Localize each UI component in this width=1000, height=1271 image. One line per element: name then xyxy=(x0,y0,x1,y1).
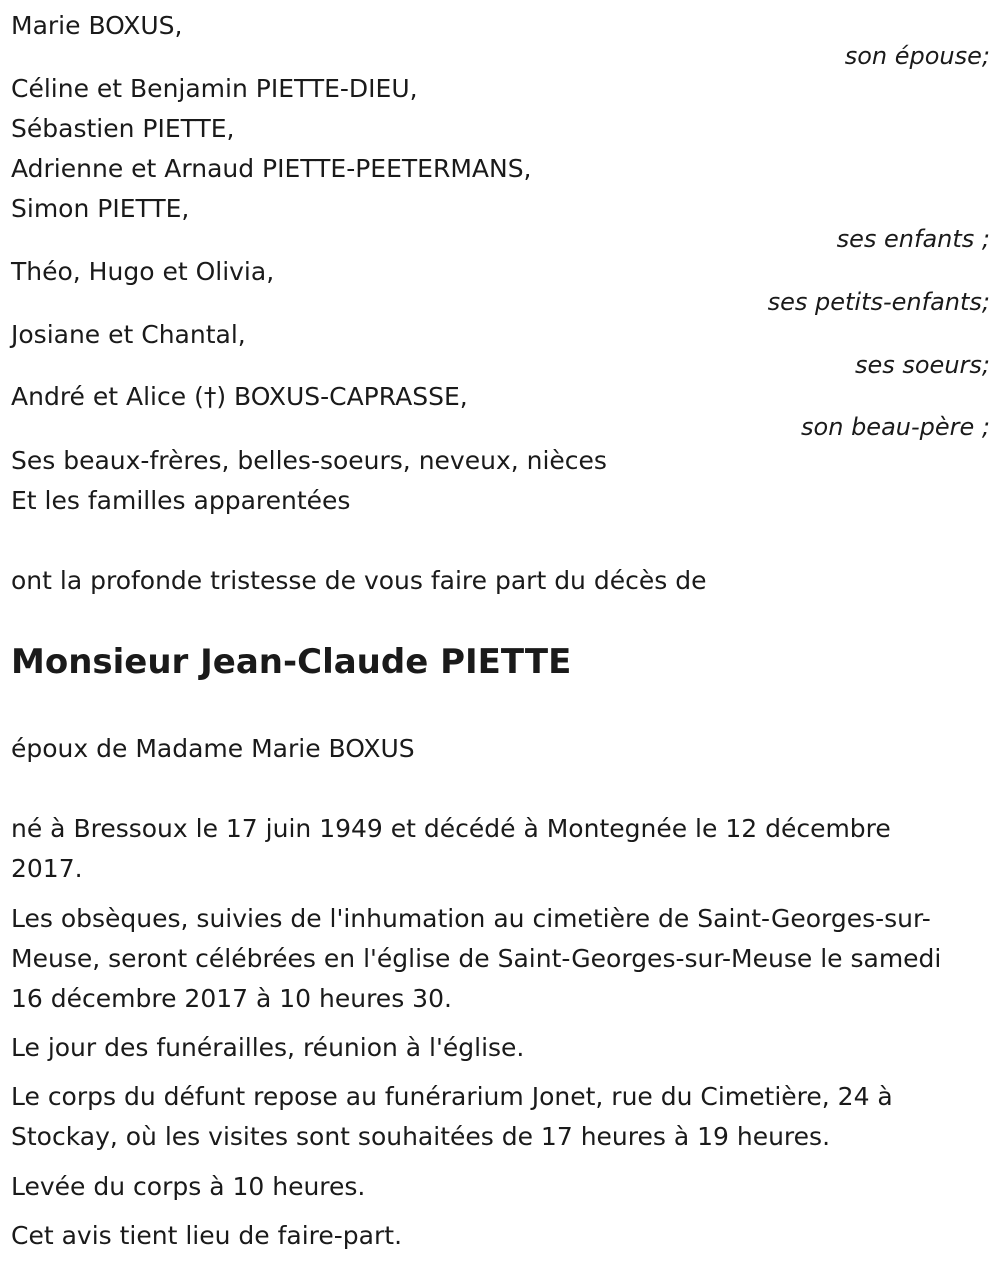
family-member-line: Et les familles apparentées xyxy=(11,486,351,515)
paragraph-meeting: Le jour des funérailles, réunion à l'église. xyxy=(11,1033,525,1062)
deceased-name: Monsieur Jean-Claude PIETTE xyxy=(11,642,572,682)
paragraph-notice: Cet avis tient lieu de faire-part. xyxy=(11,1221,403,1250)
family-member-line: Simon PIETTE, xyxy=(11,194,190,223)
family-member-line: Ses beaux-frères, belles-soeurs, neveux, nièces xyxy=(11,446,607,475)
family-group-children xyxy=(11,69,990,251)
family-group-father-in-law xyxy=(11,377,990,439)
paragraph-removal: Levée du corps à 10 heures. xyxy=(11,1172,366,1201)
family-member-line: Adrienne et Arnaud PIETTE-PEETERMANS, xyxy=(11,154,532,183)
family-member-line: Théo, Hugo et Olivia, xyxy=(11,257,275,286)
family-member-line: Céline et Benjamin PIETTE-DIEU, xyxy=(11,74,418,103)
family-others xyxy=(11,441,990,521)
relation-label: son épouse; xyxy=(844,42,990,70)
relation-label: son beau-père ; xyxy=(801,413,990,441)
family-group-grandchildren xyxy=(11,252,990,314)
family-member-line: André et Alice (†) BOXUS-CAPRASSE, xyxy=(11,382,468,411)
family-member-line: Marie BOXUS, xyxy=(11,11,183,40)
paragraph-funeral: Les obsèques, suivies de l'inhumation au cimetière de Saint-Georges-sur-Meuse, seront célébrées en l'église de Saint-Georges-sur-Meuse le samedi 16 décembre 2017 à 10 heures 30. xyxy=(11,904,942,1013)
family-group-sisters xyxy=(11,315,990,377)
relation-label: ses petits-enfants; xyxy=(767,288,990,316)
paragraph-birth-death: né à Bressoux le 17 juin 1949 et décédé à Montegnée le 12 décembre 2017. xyxy=(11,814,891,883)
family-member-line: Sébastien PIETTE, xyxy=(11,114,235,143)
announcement-line: ont la profonde tristesse de vous faire part du décès de xyxy=(11,566,707,595)
relation-label: ses enfants ; xyxy=(836,225,990,253)
paragraph-funeral-home: Le corps du défunt repose au funérarium Jonet, rue du Cimetière, 24 à Stockay, où les visites sont souhaitées de 17 heures à 19 heures. xyxy=(11,1082,893,1151)
relation-label: ses soeurs; xyxy=(854,351,990,379)
spouse-line: époux de Madame Marie BOXUS xyxy=(11,734,415,763)
family-group-spouse xyxy=(11,6,990,68)
family-member-line: Josiane et Chantal, xyxy=(11,320,246,349)
